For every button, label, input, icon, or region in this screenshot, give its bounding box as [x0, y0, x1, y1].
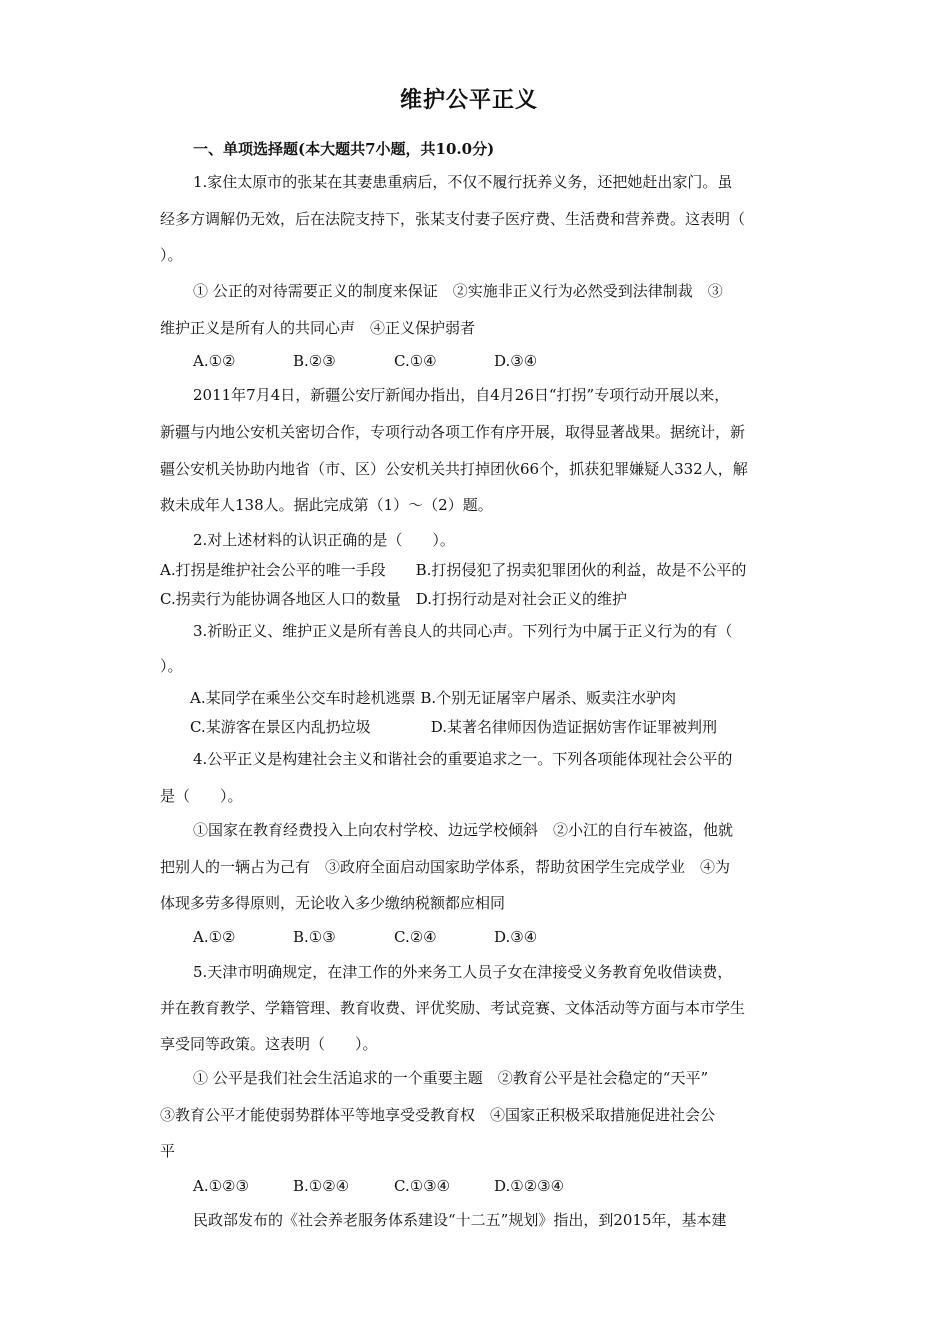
q3-option-line: C.某游客在景区内乱扔垃圾 D.某著名律师因伪造证据妨害作证罪被判刑	[190, 718, 717, 736]
q5-option-d: D.①②③④	[494, 1177, 565, 1195]
q5-statement-line: ① 公平是我们社会生活追求的一个重要主题 ②教育公平是社会稳定的“天平”	[193, 1069, 709, 1087]
q4-option-d: D.③④	[494, 928, 538, 946]
q1-statement-line: 维护正义是所有人的共同心声 ④正义保护弱者	[160, 319, 476, 337]
q4-option-b: B.①③	[293, 928, 336, 946]
q5-option-a: A.①②③	[193, 1177, 249, 1195]
q4-option-a: A.①②	[193, 928, 236, 946]
q5-stem-line: 享受同等政策。这表明（ ）。	[160, 1035, 378, 1053]
section-heading: 一、单项选择题(本大题共7小题，共10.0分)	[193, 140, 495, 158]
q1-option-b: B.②③	[293, 352, 336, 370]
q5-stem-line: 5.天津市明确规定，在津工作的外来务工人员子女在津接受义务教育免收借读费，	[193, 963, 733, 981]
q3-stem-line: 3.祈盼正义、维护正义是所有善良人的共同心声。下列行为中属于正义行为的有（	[193, 622, 733, 640]
document-title: 维护公平正义	[400, 87, 539, 113]
q3-stem-line: ）。	[160, 657, 183, 675]
q1-option-c: C.①④	[394, 352, 437, 370]
material-line: 2011年7月4日，新疆公安厅新闻办指出，自4月26日“打拐”专项行动开展以来，	[193, 386, 730, 404]
q5-option-c: C.①③④	[394, 1177, 451, 1195]
material-line: 疆公安机关协助内地省（市、区）公安机关共打掉团伙66个，抓获犯罪嫌疑人332人，解	[160, 460, 748, 478]
q5-option-b: B.①②④	[293, 1177, 350, 1195]
q1-statement-line: ① 公正的对待需要正义的制度来保证 ②实施非正义行为必然受到法律制裁 ③	[193, 282, 723, 300]
q3-option-line: A.某同学在乘坐公交车时趁机逃票 B.个别无证屠宰户屠杀、贩卖注水驴肉	[190, 689, 677, 707]
material-line: 救未成年人138人。据此完成第（1）～（2）题。	[160, 496, 493, 514]
trailing-material-line: 民政部发布的《社会养老服务体系建设“十二五”规划》指出，到2015年，基本建	[193, 1211, 727, 1229]
q4-option-c: C.②④	[394, 928, 437, 946]
q1-option-a: A.①②	[193, 352, 236, 370]
q5-statement-line: ③教育公平才能使弱势群体平等地享受受教育权 ④国家正积极采取措施促进社会公	[160, 1106, 716, 1124]
q5-statement-line: 平	[160, 1142, 176, 1160]
q4-statement-line: 把别人的一辆占为己有 ③政府全面启动国家助学体系，帮助贫困学生完成学业 ④为	[160, 858, 731, 876]
q4-statement-line: ①国家在教育经费投入上向农村学校、边远学校倾斜 ②小江的自行车被盗，他就	[193, 821, 734, 839]
q4-stem-line: 4.公平正义是构建社会主义和谐社会的重要追求之一。下列各项能体现社会公平的	[193, 750, 733, 768]
q2-stem: 2.对上述材料的认识正确的是（ ）。	[193, 531, 455, 549]
q1-stem-line: ）。	[160, 246, 183, 264]
q4-stem-line: 是（ ）。	[160, 787, 243, 805]
q2-option-line: A.打拐是维护社会公平的唯一手段 B.打拐侵犯了拐卖犯罪团伙的利益，故是不公平的	[160, 561, 747, 579]
q1-stem-line: 1.家住太原市的张某在其妻患重病后，不仅不履行抚养义务，还把她赶出家门。虽	[193, 173, 733, 191]
material-line: 新疆与内地公安机关密切合作，专项行动各项工作有序开展，取得显著战果。据统计，新	[160, 423, 746, 441]
q1-option-d: D.③④	[494, 352, 538, 370]
q2-option-line: C.拐卖行为能协调各地区人口的数量 D.打拐行动是对社会正义的维护	[160, 590, 627, 608]
q5-stem-line: 并在教育教学、学籍管理、教育收费、评优奖励、考试竞赛、文体活动等方面与本市学生	[160, 999, 746, 1017]
q1-stem-line: 经多方调解仍无效，后在法院支持下，张某支付妻子医疗费、生活费和营养费。这表明（	[160, 210, 746, 228]
q4-statement-line: 体现多劳多得原则，无论收入多少缴纳税额都应相同	[160, 894, 506, 912]
